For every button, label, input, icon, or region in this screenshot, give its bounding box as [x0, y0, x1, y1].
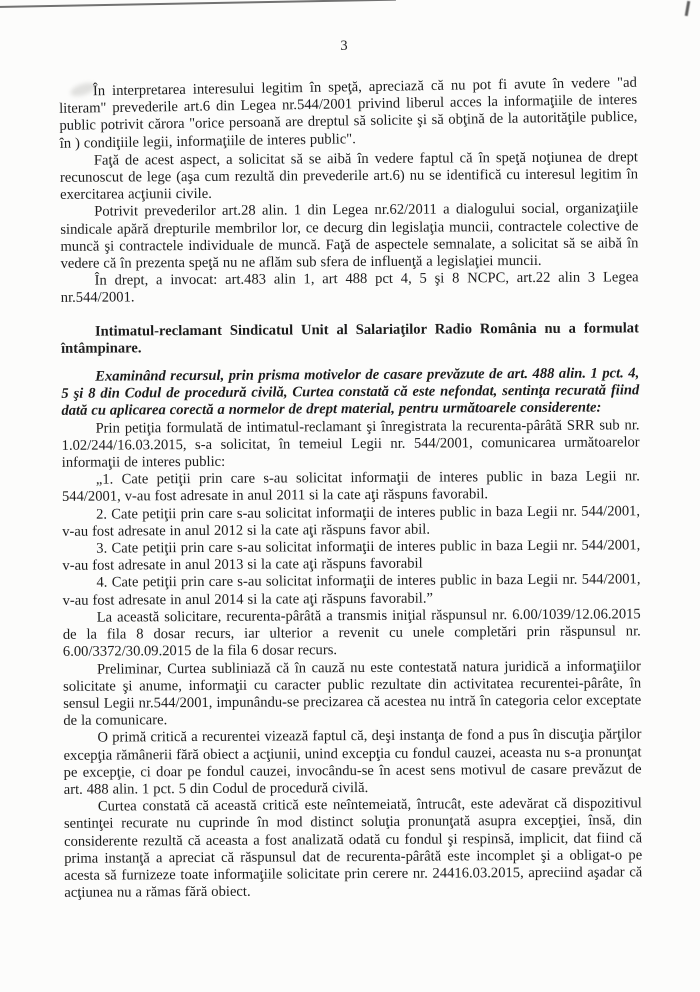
para-in-drept: În drept, a invocat: art.483 alin 1, art 488 pct 4, 5 şi 8 NCPC, art.22 alin 3 Legea nr.544/2001. — [60, 269, 639, 307]
para-fata-de-aspect: Faţă de acest aspect, a solicitat să se aibă în vedere faptul că în speţă noţiunea de drept recunoscut de lege (aşa cum rezultă din prevederile art.6) nu se identifică cu interesul legitim în exercitarea acţiunii civile. — [59, 149, 639, 204]
list-item-4: 4. Cate petiţii prin care s-au solicitat informaţii de interes public in baza Legii nr. 544/2001, v-au fost adresate in anul 2014 si la cate aţi răspuns favorabil.” — [62, 571, 641, 609]
para-ad-literam: În interpretarea interesului legitim în speţă, apreciază că nu pot fi avute în vedere "ad literam" prevederile art.6 din Legea nr.544/2001 privind liberul acces la informaţiile de interes public potrivit cărora "orice persoană are dreptul să solicite şi să obţină de la autorităţile publice, în ) condiţiile legii, informaţiile de interes public". — [59, 74, 638, 152]
scan-edge-line — [0, 0, 396, 8]
para-examinand-recursul: Examinând recursul, prin prisma motivelor de casare prevăzute de art. 488 alin. 1 pct. 4, 5 şi 8 din Codul de procedură civilă, Curtea constată că este nefondat, sentinţa recurată fiind dată cu aplicarea corectă a normelor de drept material, pentru următoarele considerente: — [61, 365, 640, 420]
list-item-2: 2. Cate petiţii prin care s-au solicitat informaţii de interes public in baza Legii nr. 544/2001, v-au fost adresate in anul 2012 si la cate aţi răspuns favor abil. — [62, 502, 641, 540]
list-item-3: 3. Cate petiţii prin care s-au solicitat informaţii de interes public in baza Legii nr. 544/2001, v-au fost adresate in anul 2013 si la cate aţi răspuns favorabil — [62, 537, 641, 575]
page-number: 3 — [340, 38, 348, 54]
para-intimatul-reclamant: Intimatul-reclamant Sindicatul Unit al Salariaţilor Radio România nu a formulat întâmpinare. — [61, 319, 639, 357]
para-prin-petitia: Prin petiţia formulată de intimatul-reclamant şi înregistrata la recurenta-pârâtă SRR sub nr. 1.02/244/16.03.2015, s-a solicitat, în temeiul Legii nr. 544/2001, comunicarea următoarelor informaţii de interes public: — [61, 416, 640, 471]
para-o-prima-critica: O primă critică a recurentei vizează faptul că, deşi instanţa de fond a pus în discuţia părţilor excepţia rămânerii fără obiect a acţiunii, unind excepţia cu fondul cauzei, aceasta nu s-a pronunţat pe excepţie, ci doar pe fondul cauzei, invocându-se în acest sens motivul de casare prevăzut de art. 488 alin. 1 pct. 5 din Codul de procedură civilă. — [63, 726, 642, 798]
para-la-aceasta-solicitare: La această solicitare, recurenta-pârâtă a transmis iniţial răspunsul nr. 6.00/1039/12.06.2015 de la fila 8 dosar recurs, iar ulterior a revenit cu unele completări prin răspunsul nr. 6.00/3372/30.09.2015 de la fila 6 dosar recurs. — [62, 606, 641, 661]
para-curtea-constata: Curtea constată că această critică este neîntemeiată, întrucât, este adevărat că dispozitivul sentinţei recurate nu cuprinde în mod distinct soluţia pronunţată asupra excepţiei, însă, din considerente rezultă că aceasta a fost analizată odată cu fondul şi respinsă, implicit, dat fiind că prima instanţă a apreciat că răspunsul dat de recurenta-pârâtă este incomplet şi a obligat-o pe acesta să furnizeze toate informaţiile solicitate prin cerere nr. 24416.03.2015, apreciind aşadar că acţiunea nu a rămas fără obiect. — [63, 795, 643, 901]
para-preliminar: Preliminar, Curtea subliniază că în cauză nu este contestată natura juridică a informaţiilor solicitate şi anume, informaţii cu caracter public rezultate din activitatea recurentei-pârâte, în sensul Legii nr.544/2001, impunându-se precizarea că acestea nu intră în categoria celor exceptate de la comunicare. — [63, 657, 642, 729]
para-potrivit-art28: Potrivit prevederilor art.28 alin. 1 din Legea nr.62/2011 a dialogului social, organizaţiile sindicale apără drepturile membrilor lor, ce decurg din legislaţia muncii, contractele colective de muncă şi contractele individuale de muncă. Faţă de aspectele semnalate, a solicitat să se aibă în vedere că în prezenta speţă nu ne aflăm sub sfera de influenţă a legislaţiei muncii. — [60, 200, 639, 272]
list-item-1: „1. Cate petiţii prin care s-au solicitat informaţii de interes public in baza Legii nr. 544/2001, v-au fost adresate in anul 2011 si la cate aţi răspuns favorabil. — [61, 468, 640, 506]
document-body — [59, 74, 643, 902]
scan-corner-mark — [685, 1, 691, 16]
